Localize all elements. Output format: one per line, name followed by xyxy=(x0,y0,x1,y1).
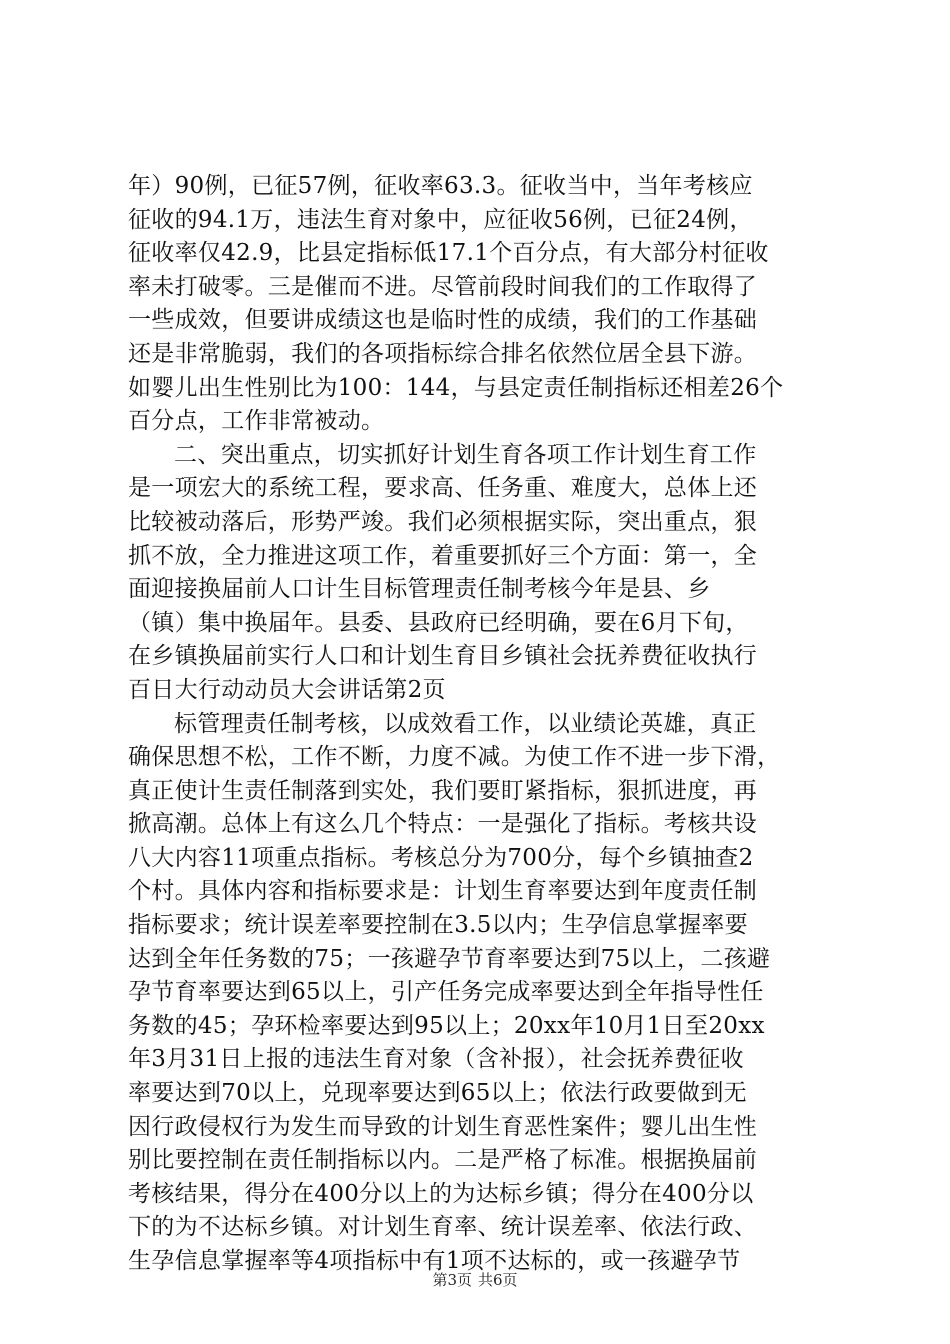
text-line: 生孕信息掌握率等4项指标中有1项不达标的，或一孩避孕节 xyxy=(128,1248,741,1274)
text-line: 率未打破零。三是催而不进。尽管前段时间我们的工作取得了 xyxy=(128,273,758,300)
text-line: 年）90例，已征57例，征收率63.3。征收当中，当年考核应 xyxy=(128,173,753,199)
text-line: 比较被动落后，形势严竣。我们必须根据实际，突出重点，狠 xyxy=(128,508,758,535)
text-line: 是一项宏大的系统工程，要求高、任务重、难度大，总体上还 xyxy=(128,475,758,502)
text-line: 面迎接换届前人口计生目标管理责任制考核今年是县、乡 xyxy=(128,576,711,603)
text-line: 率要达到70以上，兑现率要达到65以上；依法行政要做到无 xyxy=(128,1080,747,1107)
text-line: 年3月31日上报的违法生育对象（含补报），社会抚养费征收 xyxy=(128,1046,744,1073)
paragraph-heading-line: 二、突出重点，切实抓好计划生育各项工作计划生育工作 xyxy=(174,441,757,468)
text-line: 征收率仅42.9，比县定指标低17.1个百分点，有大部分村征收 xyxy=(128,240,769,267)
text-line: 八大内容11项重点指标。考核总分为700分，每个乡镇抽查2 xyxy=(128,844,754,871)
text-line: 考核结果，得分在400分以上的为达标乡镇；得分在400分以 xyxy=(128,1180,754,1207)
text-line: 务数的45；孕环检率要达到95以上；20xx年10月1日至20xx xyxy=(128,1012,765,1039)
text-line: 别比要控制在责任制指标以内。二是严格了标准。根据换届前 xyxy=(128,1147,758,1174)
text-line: 一些成效，但要讲成绩这也是临时性的成绩，我们的工作基础 xyxy=(128,307,758,334)
text-line: 个村。具体内容和指标要求是：计划生育率要达到年度责任制 xyxy=(128,878,758,905)
text-line: 在乡镇换届前实行人口和计划生育目乡镇社会抚养费征收执行 xyxy=(128,643,758,670)
text-line: 因行政侵权行为发生而导致的计划生育恶性案件；婴儿出生性 xyxy=(128,1113,758,1140)
page-footer xyxy=(0,1270,950,1290)
text-line: 掀高潮。总体上有这么几个特点：一是强化了指标。考核共设 xyxy=(128,811,758,838)
text-line: 百日大行动动员大会讲话第2页 xyxy=(128,676,446,703)
text-line: 达到全年任务数的75；一孩避孕节育率要达到75以上，二孩避 xyxy=(128,945,771,972)
page-number: 第3页 xyxy=(432,1271,472,1289)
text-line: 如婴儿出生性别比为100：144，与县定责任制指标还相差26个 xyxy=(128,374,784,401)
text-line: 确保思想不松，工作不断，力度不减。为使工作不进一步下滑， xyxy=(128,744,781,771)
text-line: 还是非常脆弱，我们的各项指标综合排名依然位居全县下游。 xyxy=(128,340,758,367)
page-total: 共6页 xyxy=(478,1271,518,1289)
text-line: 征收的94.1万，违法生育对象中，应征收56例，已征24例， xyxy=(128,206,753,233)
text-line: 真正使计生责任制落到实处，我们要盯紧指标，狠抓进度，再 xyxy=(128,777,758,804)
paragraph-start-line: 标管理责任制考核，以成效看工作，以业绩论英雄，真正 xyxy=(174,710,757,737)
text-line: 下的为不达标乡镇。对计划生育率、统计误差率、依法行政、 xyxy=(128,1214,758,1241)
text-line: 抓不放，全力推进这项工作，着重要抓好三个方面：第一，全 xyxy=(128,542,758,569)
text-line: 指标要求；统计误差率要控制在3.5以内；生孕信息掌握率要 xyxy=(128,912,748,939)
text-line: 孕节育率要达到65以上，引产任务完成率要达到全年指导性任 xyxy=(128,979,764,1006)
document-body xyxy=(128,170,843,1279)
text-line: （镇）集中换届年。县委、县政府已经明确，要在6月下旬， xyxy=(128,609,749,636)
text-line: 百分点，工作非常被动。 xyxy=(128,408,385,435)
